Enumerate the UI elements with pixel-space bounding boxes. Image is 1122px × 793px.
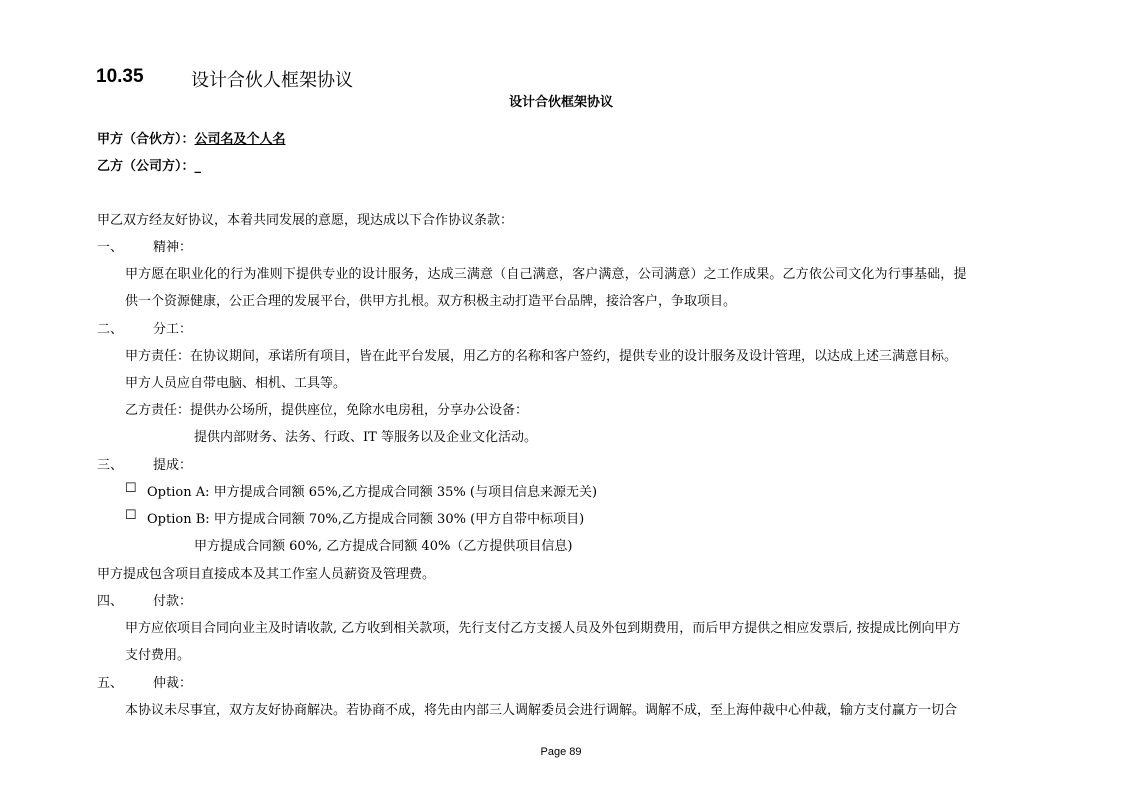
option-b-text: Option B: 甲方提成合同额 70%,乙方提成合同额 30% (甲方自带中标项目) <box>147 512 585 527</box>
party-b-line <box>97 155 201 174</box>
option-a-checkbox[interactable]: ☐ <box>125 481 137 496</box>
party-a-label: 甲方（合伙方）： <box>97 132 195 147</box>
section-3-number: 三、 <box>97 458 124 473</box>
section-2-text-line-3: 乙方责任：提供办公场所，提供座位，免除水电房租，分享办公设备： <box>125 403 529 418</box>
section-5-text-line-1: 本协议未尽事宜，双方友好协商解决。若协商不成，将先由内部三人调解委员会进行调解。调解不成，至上海仲裁中心仲裁，输方支付赢方一切合 <box>125 703 958 718</box>
section-4-number: 四、 <box>97 594 124 609</box>
section-2-number: 二、 <box>97 322 124 337</box>
section-2-title: 分工： <box>153 322 193 337</box>
party-b-value: _ <box>194 159 202 174</box>
intro-paragraph: 甲乙双方经友好协议，本着共同发展的意愿，现达成以下合作协议条款： <box>97 213 514 228</box>
section-5-title: 仲裁： <box>153 676 193 691</box>
option-a-text: Option A: 甲方提成合同额 65%,乙方提成合同额 35% (与项目信息来源无关) <box>147 485 598 500</box>
party-a-value: 公司名及个人名 <box>194 132 286 147</box>
commission-note: 甲方提成包含项目直接成本及其工作室人员薪资及管理费。 <box>97 567 436 582</box>
section-4-title: 付款： <box>153 594 193 609</box>
section-2-text-line-4: 提供内部财务、法务、行政、IT 等服务以及企业文化活动。 <box>194 430 537 445</box>
section-1-number: 一、 <box>97 240 124 255</box>
section-1-title: 精神： <box>153 240 193 255</box>
option-b-text-line-2: 甲方提成合同额 60%, 乙方提成合同额 40%（乙方提供项目信息) <box>194 539 573 554</box>
section-4-text-line-1: 甲方应依项目合同向业主及时请收款, 乙方收到相关款项，先行支付乙方支援人员及外包到期费用，而后甲方提供之相应发票后, 按提成比例向甲方 <box>125 621 961 636</box>
section-1-text-line-1: 甲方愿在职业化的行为准则下提供专业的设计服务，达成三满意（自己满意，客户满意，公司满意）之工作成果。乙方依公司文化为行事基础，提 <box>125 267 967 282</box>
document-title: 设计合伙框架协议 <box>508 95 613 110</box>
section-title: 设计合伙人框架协议 <box>191 70 353 91</box>
section-4-text-line-2: 支付费用。 <box>125 648 191 663</box>
section-1-text-line-2: 供一个资源健康，公正合理的发展平台，供甲方扎根。双方积极主动打造平台品牌，接洽客户，争取项目。 <box>125 294 737 309</box>
section-5-number: 五、 <box>97 676 124 691</box>
section-number: 10.35 <box>96 66 144 87</box>
page-number: Page 89 <box>540 746 582 758</box>
option-b-checkbox[interactable]: ☐ <box>125 508 137 523</box>
party-b-label: 乙方（公司方）： <box>97 159 195 174</box>
section-2-text-line-1: 甲方责任：在协议期间，承诺所有项目，皆在此平台发展，用乙方的名称和客户签约，提供专业的设计服务及设计管理，以达成上述三满意目标。 <box>125 349 958 364</box>
section-2-text-line-2: 甲方人员应自带电脑、相机、工具等。 <box>125 376 347 391</box>
party-a-line <box>97 128 286 147</box>
section-3-title: 提成： <box>153 458 193 473</box>
